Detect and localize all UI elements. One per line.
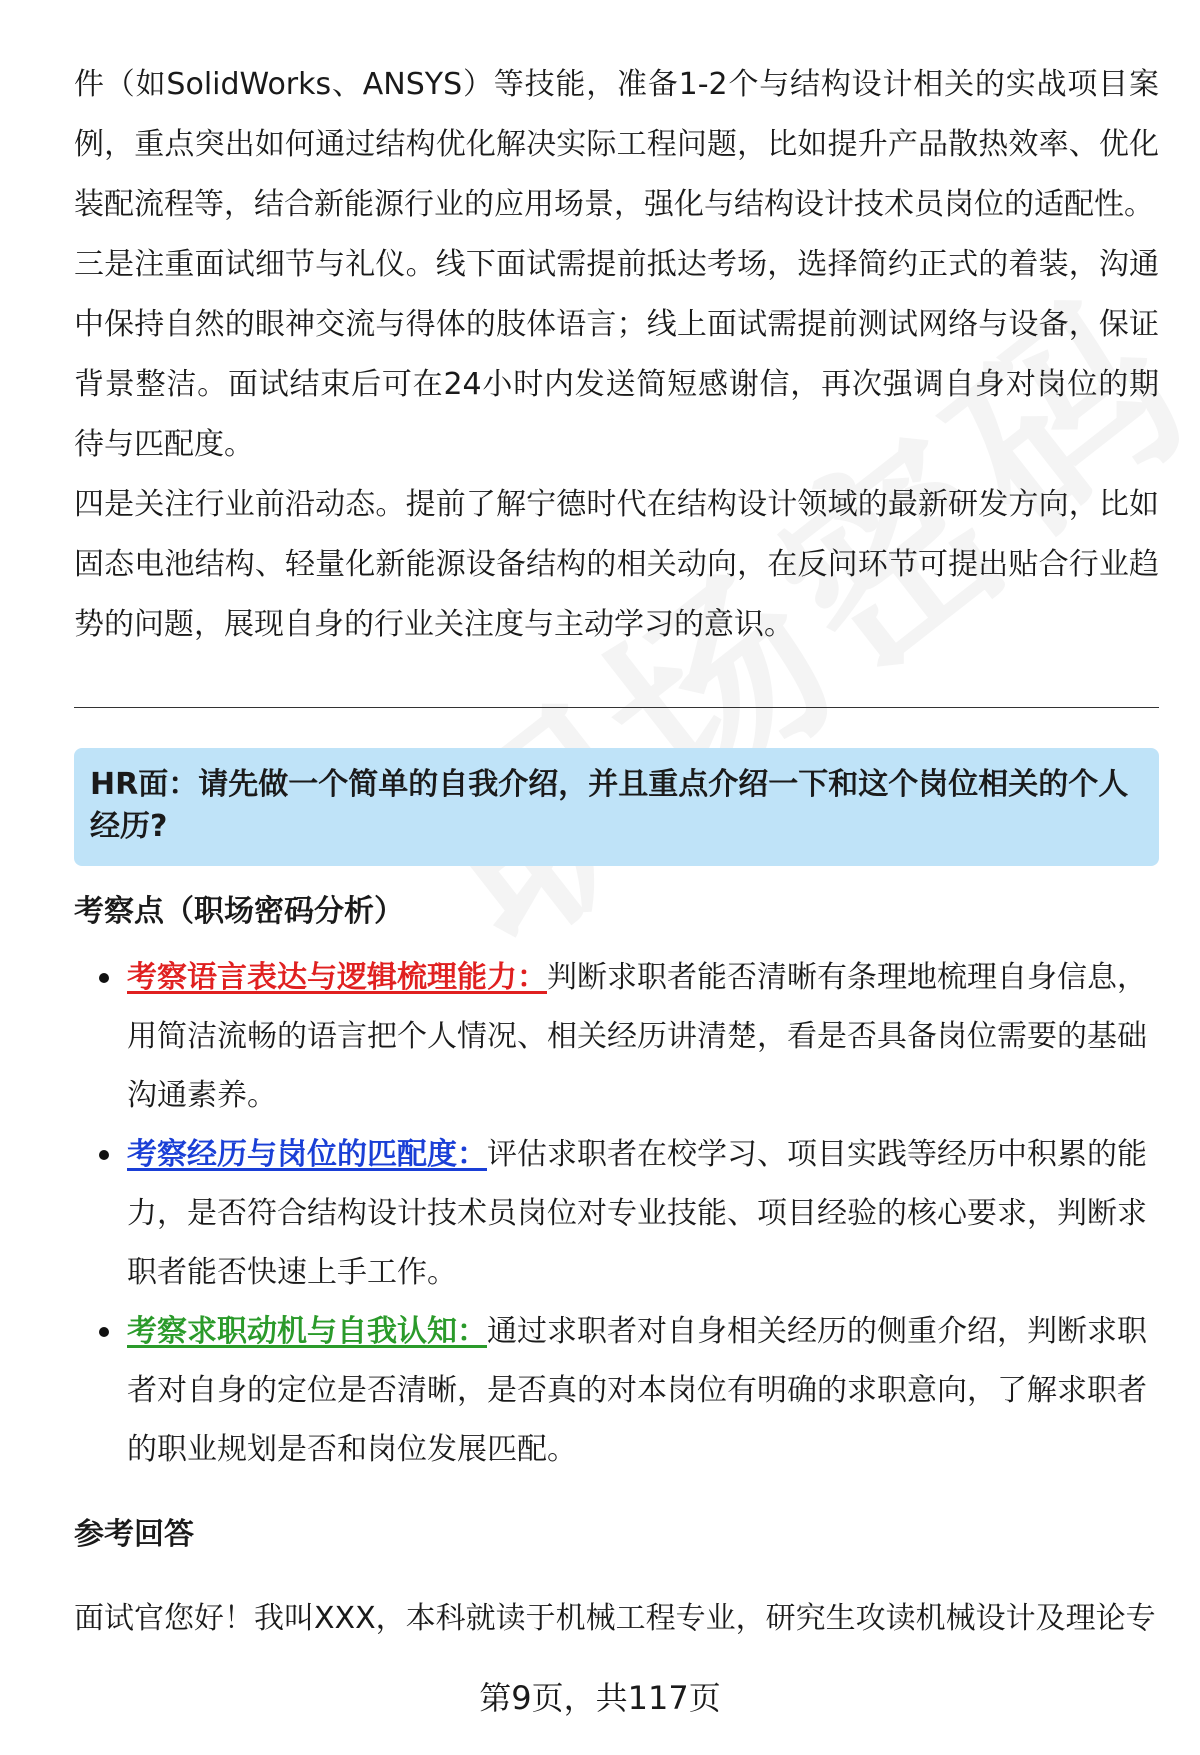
body-paragraph-2: 三是注重面试细节与礼仪。线下面试需提前抵达考场，选择简约正式的着装，沟通中保持自然的眼神交流与得体的肢体语言；线上面试需提前测试网络与设备，保证背景整洁。面试结束后可在24小时内发送简短感谢信，再次强调自身对岗位的期待与匹配度。: [74, 247, 1159, 462]
point-text: 评估求职者在校学习、项目实践等经历中积累的能力，是否符合结构设计技术员岗位对专业技能、项目经验的核心要求，判断求职者能否快速上手工作。: [127, 1137, 1147, 1290]
reference-heading: 参考回答: [74, 1517, 194, 1552]
analysis-points-list: [74, 948, 1159, 1479]
body-paragraph-1: 件（如SolidWorks、ANSYS）等技能，准备1-2个与结构设计相关的实战项目案例，重点突出如何通过结构优化解决实际工程问题，比如提升产品散热效率、优化装配流程等，结合新能源行业的应用场景，强化与结构设计技术员岗位的适配性。: [74, 67, 1159, 222]
list-item: [74, 1125, 1159, 1302]
list-item: [74, 948, 1159, 1125]
bullet-icon: [99, 1150, 109, 1160]
document-content: [74, 55, 1159, 1649]
section-divider: [74, 707, 1159, 708]
list-item: [74, 1302, 1159, 1479]
analysis-heading: 考察点（职场密码分析）: [74, 894, 404, 929]
point-text: 判断求职者能否清晰有条理地梳理自身信息，用简洁流畅的语言把个人情况、相关经历讲清楚，看是否具备岗位需要的基础沟通素养。: [127, 960, 1147, 1113]
point-text: 通过求职者对自身相关经历的侧重介绍，判断求职者对自身的定位是否清晰，是否真的对本岗位有明确的求职意向，了解求职者的职业规划是否和岗位发展匹配。: [127, 1314, 1147, 1467]
reference-text: 面试官您好！我叫XXX，本科就读于机械工程专业，研究生攻读机械设计及理论专: [74, 1601, 1156, 1636]
point-label: 考察语言表达与逻辑梳理能力：: [127, 960, 547, 995]
question-box: HR面：请先做一个简单的自我介绍，并且重点介绍一下和这个岗位相关的个人经历?: [74, 748, 1159, 866]
point-label: 考察求职动机与自我认知：: [127, 1314, 487, 1349]
bullet-icon: [99, 973, 109, 983]
body-paragraph-3: 四是关注行业前沿动态。提前了解宁德时代在结构设计领域的最新研发方向，比如固态电池结构、轻量化新能源设备结构的相关动向，在反问环节可提出贴合行业趋势的问题，展现自身的行业关注度与主动学习的意识。: [74, 487, 1159, 642]
point-label: 考察经历与岗位的匹配度：: [127, 1137, 487, 1172]
bullet-icon: [99, 1327, 109, 1337]
page-footer: 第9页，共117页: [479, 1679, 721, 1717]
